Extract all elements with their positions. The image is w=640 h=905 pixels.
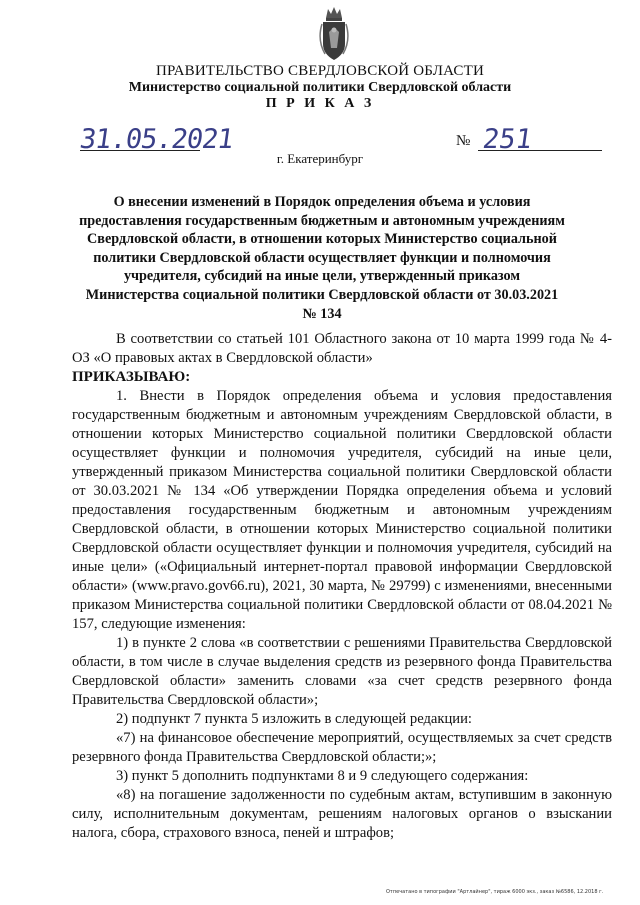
print-footer: Отпечатано в типографии "Артлайнер", тираж 6000 экз., заказ №6586, 12.2018 г.	[386, 889, 604, 895]
subparagraph-3: 3) пункт 5 дополнить подпунктами 8 и 9 следующего содержания:	[116, 768, 529, 784]
intro-paragraph: В соответствии со статьей 101 Областного закона от 10 марта 1999 года № 4-ОЗ «О правовых актах в Свердловской области»	[72, 331, 612, 366]
coat-of-arms-icon	[317, 4, 351, 62]
subparagraph-1: 1) в пункте 2 слова «в соответствии с решениями Правительства Свердловской области, в том числе в случае выделения средств из резервного фонда Правительства Свердловской области» заменить словами «за счет средств резервного фонда Правительства Свердловской области»;	[72, 635, 612, 708]
document-title: О внесении изменений в Порядок определения объема и условия предоставления государственным бюджетным и автономным учреждениям Свердловской области, в отношении которых Министерство социальной политики Свердловской области осуществляет функции и полномочия учредителя, субсидий на иные цели, утвержденный приказом Министерства социальной политики Свердловской области от 30.03.2021 № 134	[79, 194, 565, 322]
document-body	[72, 330, 612, 843]
subparagraph-2: 2) подпункт 7 пункта 5 изложить в следующей редакции:	[116, 711, 472, 727]
paragraph-1: 1. Внести в Порядок определения объема и условия предоставления государственным бюджетным и автономным учреждениям Свердловской области, в отношении которых Министерство социальной политики Свердловской области осуществляет функции и полномочия учредителя, субсидий на иные цели, утвержденный приказом Министерства социальной политики Свердловской области от 30.03.2021 № 134 «Об утверждении Порядка определения объема и условий предоставления государственным бюджетным и автономным учреждениям Свердловской области, в отношении которых Министерство социальной политики Свердловской области осуществляет функции и полномочия учредителя, субсидий на иные цели» («Официальный интернет-портал правовой информации Свердловской области» (www.pravo.gov66.ru), 2021, 30 марта, № 29799) с изменениями, внесенными приказом Министерства социальной политики Свердловской области от 08.04.2021 № 157, следующие изменения:	[72, 388, 612, 632]
ministry-name: Министерство социальной политики Свердловской области	[128, 80, 512, 95]
number-label: №	[456, 133, 471, 149]
subparagraph-2-text: «7) на финансовое обеспечение мероприятий, осуществляемых за счет средств резервного фонда Правительства Свердловской области;»;	[72, 730, 612, 765]
order-word: ПРИКАЗЫВАЮ:	[72, 369, 191, 385]
document-type: П Р И К А З	[265, 96, 375, 111]
subparagraph-3-text: «8) на погашение задолженности по судебным актам, вступившим в законную силу, исполнительным документам, решениям налоговых органов о взыскании налога, сбора, страхового взноса, пеней и штрафов;	[72, 787, 612, 841]
government-name: ПРАВИТЕЛЬСТВО СВЕРДЛОВСКОЙ ОБЛАСТИ	[155, 63, 485, 79]
handwritten-date: 31.05.2021	[77, 124, 235, 155]
handwritten-number: 251	[480, 124, 534, 155]
city: г. Екатеринбург	[276, 151, 364, 166]
